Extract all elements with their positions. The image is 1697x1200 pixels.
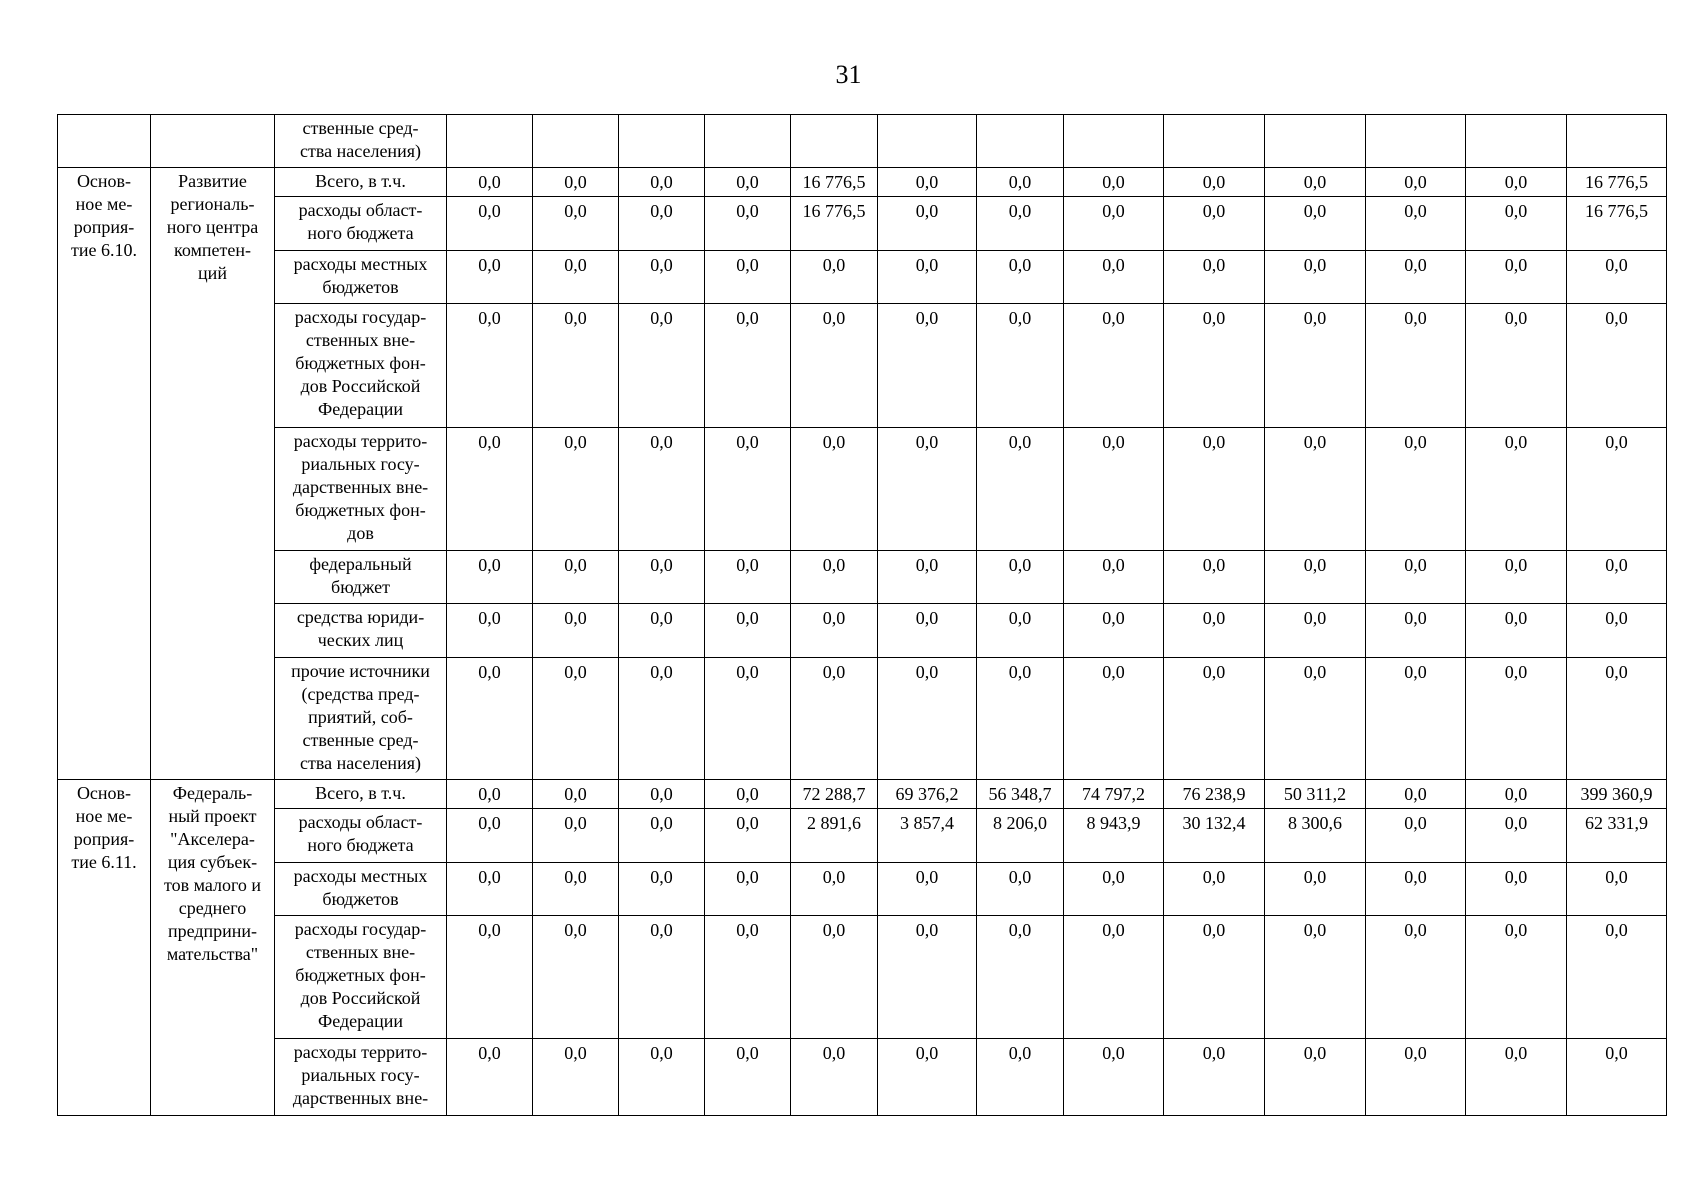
value-cell: 0,0 (977, 1039, 1064, 1116)
value-cell: 0,0 (878, 863, 977, 916)
value-cell: 0,0 (1466, 604, 1567, 658)
value-cell: 0,0 (533, 168, 619, 197)
value-cell: 0,0 (878, 304, 977, 428)
value-cell: 0,0 (533, 197, 619, 251)
value-cell: 0,0 (1567, 863, 1667, 916)
value-cell: 72 288,7 (791, 780, 878, 809)
value-cell: 0,0 (1466, 916, 1567, 1039)
value-cell: 0,0 (977, 251, 1064, 304)
value-cell: 0,0 (619, 1039, 705, 1116)
value-cell: 0,0 (1265, 916, 1366, 1039)
value-cell: 0,0 (533, 551, 619, 604)
funding-source-cell: расходы государ- ственных вне- бюджетных фон- дов Российской Федерации (275, 304, 447, 428)
value-cell: 0,0 (705, 428, 791, 551)
value-cell: 0,0 (619, 551, 705, 604)
value-cell: 0,0 (1366, 428, 1466, 551)
funding-source-cell: расходы террито- риальных госу- дарственных вне- (275, 1039, 447, 1116)
value-cell: 0,0 (1164, 916, 1265, 1039)
value-cell: 0,0 (1064, 428, 1164, 551)
value-cell: 0,0 (791, 658, 878, 780)
value-cell: 0,0 (1567, 304, 1667, 428)
value-cell: 0,0 (977, 197, 1064, 251)
value-cell: 0,0 (977, 168, 1064, 197)
table-row (58, 658, 1667, 780)
value-cell: 0,0 (1164, 304, 1265, 428)
value-cell: 0,0 (1265, 168, 1366, 197)
value-cell (447, 115, 533, 168)
value-cell: 0,0 (705, 551, 791, 604)
value-cell: 0,0 (977, 304, 1064, 428)
value-cell: 0,0 (447, 251, 533, 304)
measure-code-cell (58, 115, 151, 168)
value-cell: 0,0 (1265, 658, 1366, 780)
value-cell: 0,0 (1466, 251, 1567, 304)
value-cell: 76 238,9 (1164, 780, 1265, 809)
value-cell: 0,0 (791, 304, 878, 428)
value-cell: 0,0 (791, 251, 878, 304)
value-cell: 0,0 (1164, 1039, 1265, 1116)
funding-source-cell: ственные сред- ства населения) (275, 115, 447, 168)
value-cell: 0,0 (1064, 916, 1164, 1039)
value-cell: 0,0 (1265, 304, 1366, 428)
value-cell: 56 348,7 (977, 780, 1064, 809)
table-row (58, 428, 1667, 551)
value-cell: 0,0 (1366, 168, 1466, 197)
value-cell: 0,0 (619, 809, 705, 863)
value-cell: 0,0 (878, 428, 977, 551)
value-cell: 0,0 (1466, 197, 1567, 251)
value-cell: 0,0 (977, 863, 1064, 916)
value-cell: 0,0 (1265, 551, 1366, 604)
value-cell: 0,0 (1164, 863, 1265, 916)
value-cell: 0,0 (533, 604, 619, 658)
value-cell: 0,0 (1567, 658, 1667, 780)
value-cell: 0,0 (1366, 197, 1466, 251)
value-cell: 0,0 (1466, 168, 1567, 197)
value-cell: 0,0 (977, 551, 1064, 604)
value-cell: 0,0 (1064, 658, 1164, 780)
funding-source-cell: расходы террито- риальных госу- дарственных вне- бюджетных фон- дов (275, 428, 447, 551)
value-cell: 0,0 (1164, 658, 1265, 780)
value-cell: 62 331,9 (1567, 809, 1667, 863)
value-cell: 0,0 (619, 780, 705, 809)
value-cell: 0,0 (791, 863, 878, 916)
value-cell: 16 776,5 (1567, 168, 1667, 197)
value-cell: 0,0 (447, 304, 533, 428)
value-cell: 0,0 (705, 780, 791, 809)
value-cell: 0,0 (1164, 197, 1265, 251)
value-cell: 0,0 (1366, 658, 1466, 780)
value-cell: 0,0 (1164, 551, 1265, 604)
table-row (58, 780, 1667, 809)
value-cell: 0,0 (1466, 658, 1567, 780)
value-cell: 0,0 (1265, 1039, 1366, 1116)
value-cell: 0,0 (705, 863, 791, 916)
value-cell: 0,0 (1064, 304, 1164, 428)
value-cell: 30 132,4 (1164, 809, 1265, 863)
value-cell: 0,0 (977, 658, 1064, 780)
value-cell: 16 776,5 (1567, 197, 1667, 251)
value-cell: 0,0 (878, 1039, 977, 1116)
value-cell: 0,0 (447, 916, 533, 1039)
funding-source-cell: расходы местных бюджетов (275, 251, 447, 304)
value-cell: 0,0 (1265, 604, 1366, 658)
value-cell: 0,0 (1466, 863, 1567, 916)
value-cell: 0,0 (1366, 251, 1466, 304)
value-cell: 0,0 (878, 658, 977, 780)
value-cell: 0,0 (447, 658, 533, 780)
value-cell: 0,0 (619, 604, 705, 658)
table-row (58, 168, 1667, 197)
value-cell: 74 797,2 (1064, 780, 1164, 809)
value-cell: 0,0 (878, 251, 977, 304)
value-cell: 50 311,2 (1265, 780, 1366, 809)
value-cell: 0,0 (705, 197, 791, 251)
value-cell: 0,0 (1265, 863, 1366, 916)
value-cell: 0,0 (447, 551, 533, 604)
value-cell: 0,0 (1164, 168, 1265, 197)
value-cell (1164, 115, 1265, 168)
page-number: 31 (835, 60, 862, 89)
value-cell: 0,0 (791, 604, 878, 658)
table-row (58, 863, 1667, 916)
value-cell: 0,0 (533, 304, 619, 428)
value-cell: 0,0 (533, 428, 619, 551)
table-row (58, 916, 1667, 1039)
value-cell: 0,0 (878, 916, 977, 1039)
measure-name-cell: Федераль- ный проект "Акселера- ция субъек- тов малого и среднего предприни- мательства" (151, 780, 275, 1116)
value-cell: 0,0 (1064, 1039, 1164, 1116)
value-cell: 0,0 (791, 428, 878, 551)
value-cell: 0,0 (619, 863, 705, 916)
value-cell: 0,0 (619, 168, 705, 197)
value-cell: 16 776,5 (791, 168, 878, 197)
value-cell: 0,0 (1164, 604, 1265, 658)
value-cell: 0,0 (1366, 304, 1466, 428)
value-cell: 0,0 (878, 551, 977, 604)
table-row (58, 1039, 1667, 1116)
value-cell: 0,0 (1567, 551, 1667, 604)
value-cell: 0,0 (533, 658, 619, 780)
value-cell: 0,0 (878, 604, 977, 658)
value-cell: 0,0 (1064, 197, 1164, 251)
value-cell: 8 206,0 (977, 809, 1064, 863)
value-cell: 0,0 (1567, 1039, 1667, 1116)
value-cell: 0,0 (1064, 604, 1164, 658)
measure-code-cell: Основ- ное ме- роприя- тие 6.11. (58, 780, 151, 1116)
value-cell (791, 115, 878, 168)
value-cell: 0,0 (533, 251, 619, 304)
value-cell: 0,0 (878, 197, 977, 251)
value-cell: 0,0 (447, 863, 533, 916)
budget-table (57, 114, 1667, 1116)
value-cell: 0,0 (1466, 551, 1567, 604)
value-cell: 0,0 (977, 428, 1064, 551)
value-cell: 0,0 (1366, 809, 1466, 863)
value-cell (878, 115, 977, 168)
funding-source-cell: Всего, в т.ч. (275, 780, 447, 809)
value-cell: 0,0 (1265, 251, 1366, 304)
table-row (58, 251, 1667, 304)
table-row (58, 197, 1667, 251)
funding-source-cell: средства юриди- ческих лиц (275, 604, 447, 658)
value-cell (977, 115, 1064, 168)
value-cell: 2 891,6 (791, 809, 878, 863)
value-cell: 0,0 (1366, 1039, 1466, 1116)
funding-source-cell: прочие источники (средства пред- приятий, соб- ственные сред- ства населения) (275, 658, 447, 780)
value-cell: 0,0 (533, 809, 619, 863)
table-row (58, 604, 1667, 658)
funding-source-cell: расходы местных бюджетов (275, 863, 447, 916)
value-cell: 0,0 (619, 304, 705, 428)
value-cell (1265, 115, 1366, 168)
value-cell: 0,0 (1466, 780, 1567, 809)
value-cell: 0,0 (705, 809, 791, 863)
value-cell: 0,0 (1466, 809, 1567, 863)
funding-source-cell: Всего, в т.ч. (275, 168, 447, 197)
value-cell (1567, 115, 1667, 168)
value-cell: 0,0 (619, 658, 705, 780)
value-cell: 0,0 (533, 780, 619, 809)
value-cell: 0,0 (619, 197, 705, 251)
value-cell: 0,0 (1366, 916, 1466, 1039)
value-cell: 0,0 (1366, 604, 1466, 658)
value-cell: 0,0 (791, 916, 878, 1039)
value-cell: 0,0 (977, 604, 1064, 658)
value-cell: 0,0 (1366, 780, 1466, 809)
value-cell: 0,0 (1567, 604, 1667, 658)
value-cell: 0,0 (705, 168, 791, 197)
value-cell: 0,0 (1567, 916, 1667, 1039)
value-cell (1064, 115, 1164, 168)
value-cell: 0,0 (619, 251, 705, 304)
value-cell: 16 776,5 (791, 197, 878, 251)
value-cell: 0,0 (1064, 551, 1164, 604)
value-cell: 0,0 (1366, 863, 1466, 916)
value-cell: 0,0 (878, 168, 977, 197)
value-cell: 0,0 (705, 304, 791, 428)
value-cell: 0,0 (791, 551, 878, 604)
value-cell: 8 943,9 (1064, 809, 1164, 863)
value-cell: 0,0 (1366, 551, 1466, 604)
value-cell: 0,0 (447, 168, 533, 197)
value-cell (1366, 115, 1466, 168)
value-cell: 8 300,6 (1265, 809, 1366, 863)
value-cell: 0,0 (619, 428, 705, 551)
value-cell (533, 115, 619, 168)
funding-source-cell: расходы област- ного бюджета (275, 809, 447, 863)
value-cell: 0,0 (705, 251, 791, 304)
value-cell: 0,0 (791, 1039, 878, 1116)
value-cell: 0,0 (447, 809, 533, 863)
value-cell: 0,0 (1567, 428, 1667, 551)
value-cell: 0,0 (1064, 863, 1164, 916)
funding-source-cell: расходы област- ного бюджета (275, 197, 447, 251)
value-cell (1466, 115, 1567, 168)
value-cell: 0,0 (533, 916, 619, 1039)
table-row (58, 809, 1667, 863)
funding-source-cell: расходы государ- ственных вне- бюджетных фон- дов Российской Федерации (275, 916, 447, 1039)
value-cell: 0,0 (977, 916, 1064, 1039)
value-cell: 3 857,4 (878, 809, 977, 863)
value-cell: 0,0 (1567, 251, 1667, 304)
value-cell: 0,0 (705, 1039, 791, 1116)
value-cell: 0,0 (1064, 168, 1164, 197)
value-cell: 0,0 (533, 863, 619, 916)
value-cell: 399 360,9 (1567, 780, 1667, 809)
value-cell: 0,0 (447, 604, 533, 658)
value-cell: 69 376,2 (878, 780, 977, 809)
value-cell: 0,0 (619, 916, 705, 1039)
value-cell: 0,0 (1265, 428, 1366, 551)
table-row (58, 115, 1667, 168)
value-cell: 0,0 (1466, 1039, 1567, 1116)
value-cell (619, 115, 705, 168)
value-cell: 0,0 (1265, 197, 1366, 251)
value-cell: 0,0 (1164, 251, 1265, 304)
value-cell: 0,0 (1164, 428, 1265, 551)
value-cell: 0,0 (1064, 251, 1164, 304)
value-cell: 0,0 (1466, 428, 1567, 551)
value-cell: 0,0 (533, 1039, 619, 1116)
measure-name-cell (151, 115, 275, 168)
table-row (58, 304, 1667, 428)
table-row (58, 551, 1667, 604)
value-cell: 0,0 (447, 197, 533, 251)
value-cell: 0,0 (1466, 304, 1567, 428)
value-cell: 0,0 (705, 916, 791, 1039)
value-cell: 0,0 (447, 1039, 533, 1116)
measure-name-cell: Развитие региональ- ного центра компетен- ций (151, 168, 275, 780)
measure-code-cell: Основ- ное ме- роприя- тие 6.10. (58, 168, 151, 780)
value-cell: 0,0 (705, 658, 791, 780)
value-cell: 0,0 (447, 428, 533, 551)
value-cell (705, 115, 791, 168)
funding-source-cell: федеральный бюджет (275, 551, 447, 604)
value-cell: 0,0 (705, 604, 791, 658)
value-cell: 0,0 (447, 780, 533, 809)
